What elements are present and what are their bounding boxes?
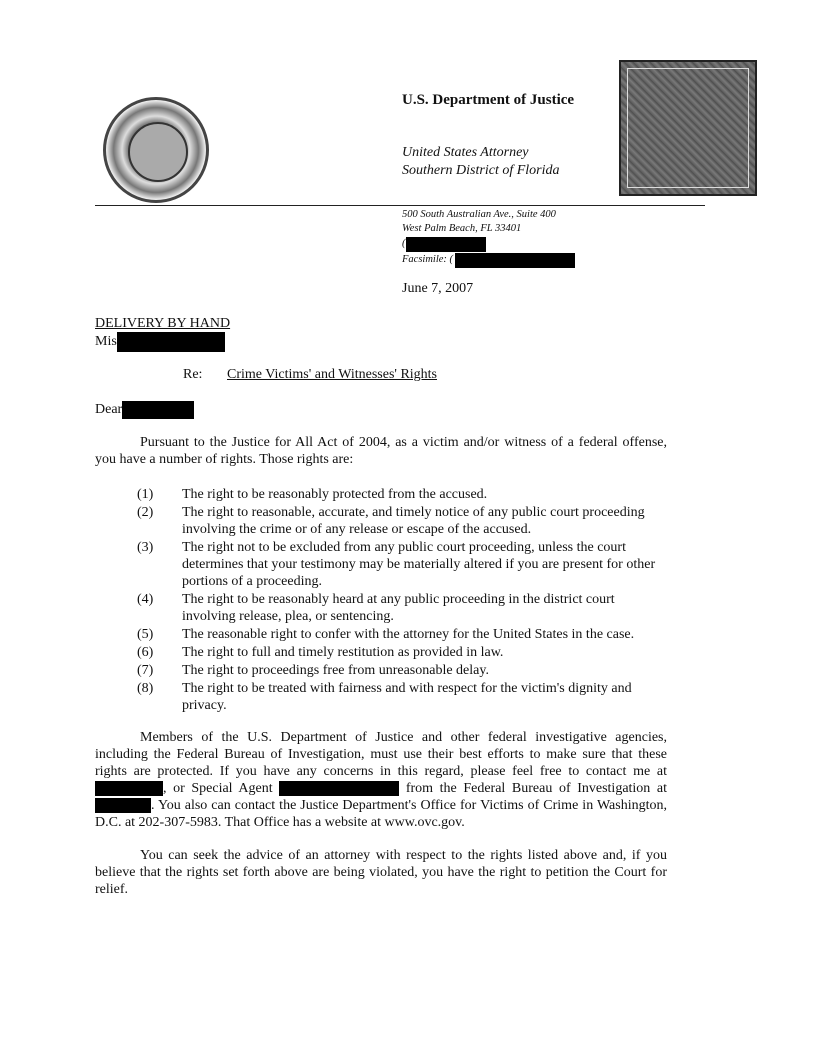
closing-paragraph: You can seek the advice of an attorney with respect to the rights listed above and, if you believe that the rights set forth above are being violated, you have the right to petition the Court for relief.	[95, 848, 667, 897]
list-item: (8) The right to be treated with fairness and with respect for the victim's dignity and privacy.	[137, 681, 632, 713]
list-item: (1) The right to be reasonably protected from the accused.	[137, 487, 488, 502]
delivery-method: DELIVERY BY HAND	[95, 316, 231, 331]
office-name: United States Attorney Southern District of Florida	[402, 145, 560, 178]
letterhead-divider	[95, 205, 705, 206]
contact-paragraph: Members of the U.S. Department of Justice and other federal investigative agencies, including the Federal Bureau of Investigation, must use their best efforts to make sure that these rights are protected. If you have any concerns in this regard, please feel free to contact me at , or Special Agent from the Federal Bureau of Investigation at . You also can contact the Justice Department's Office for Victims of Crime in Washington, D.C. at 202-307-5983. That Office has a website at www.ovc.gov.	[95, 730, 668, 830]
redacted-contact-phone	[95, 781, 163, 796]
redacted-agent-name	[279, 781, 399, 796]
letter-date: June 7, 2007	[402, 281, 474, 296]
office-address: 500 South Australian Ave., Suite 400 West Palm Beach, FL 33401 ( Facsimile: (	[402, 208, 575, 268]
redacted-recipient-name	[117, 332, 225, 352]
list-item: (4) The right to be reasonably heard at any public proceeding in the district court involving release, plea, or sentencing.	[137, 592, 615, 624]
redacted-agent-phone	[95, 798, 151, 813]
list-item: (2) The right to reasonable, accurate, and timely notice of any public court proceeding involving the crime or of any release or escape of the accused.	[137, 505, 645, 537]
redacted-fax	[455, 253, 575, 268]
redacted-salutation-name	[122, 401, 194, 419]
list-item: (7) The right to proceedings free from unreasonable delay.	[137, 663, 489, 678]
redacted-phone	[406, 237, 486, 252]
doj-seal-logo	[103, 97, 209, 203]
list-item: (6) The right to full and timely restitution as provided in law.	[137, 645, 504, 660]
salutation: Dear	[95, 401, 194, 419]
list-item: (5) The reasonable right to confer with the attorney for the United States in the case.	[137, 627, 635, 642]
department-name: U.S. Department of Justice	[402, 92, 575, 108]
intro-paragraph: Pursuant to the Justice for All Act of 2004, as a victim and/or witness of a federal offense, you have a number of rights. Those rights are:	[95, 435, 667, 467]
re-label: Re:	[183, 367, 203, 382]
re-subject: Crime Victims' and Witnesses' Rights	[227, 367, 438, 382]
recipient-line: Mis	[95, 332, 225, 352]
government-exhibit-stamp	[619, 60, 757, 196]
rights-list	[137, 486, 667, 715]
list-item: (3) The right not to be excluded from any public court proceeding, unless the court determines that your testimony may be materially altered if you are present for other portions of a proceeding.	[137, 540, 656, 589]
